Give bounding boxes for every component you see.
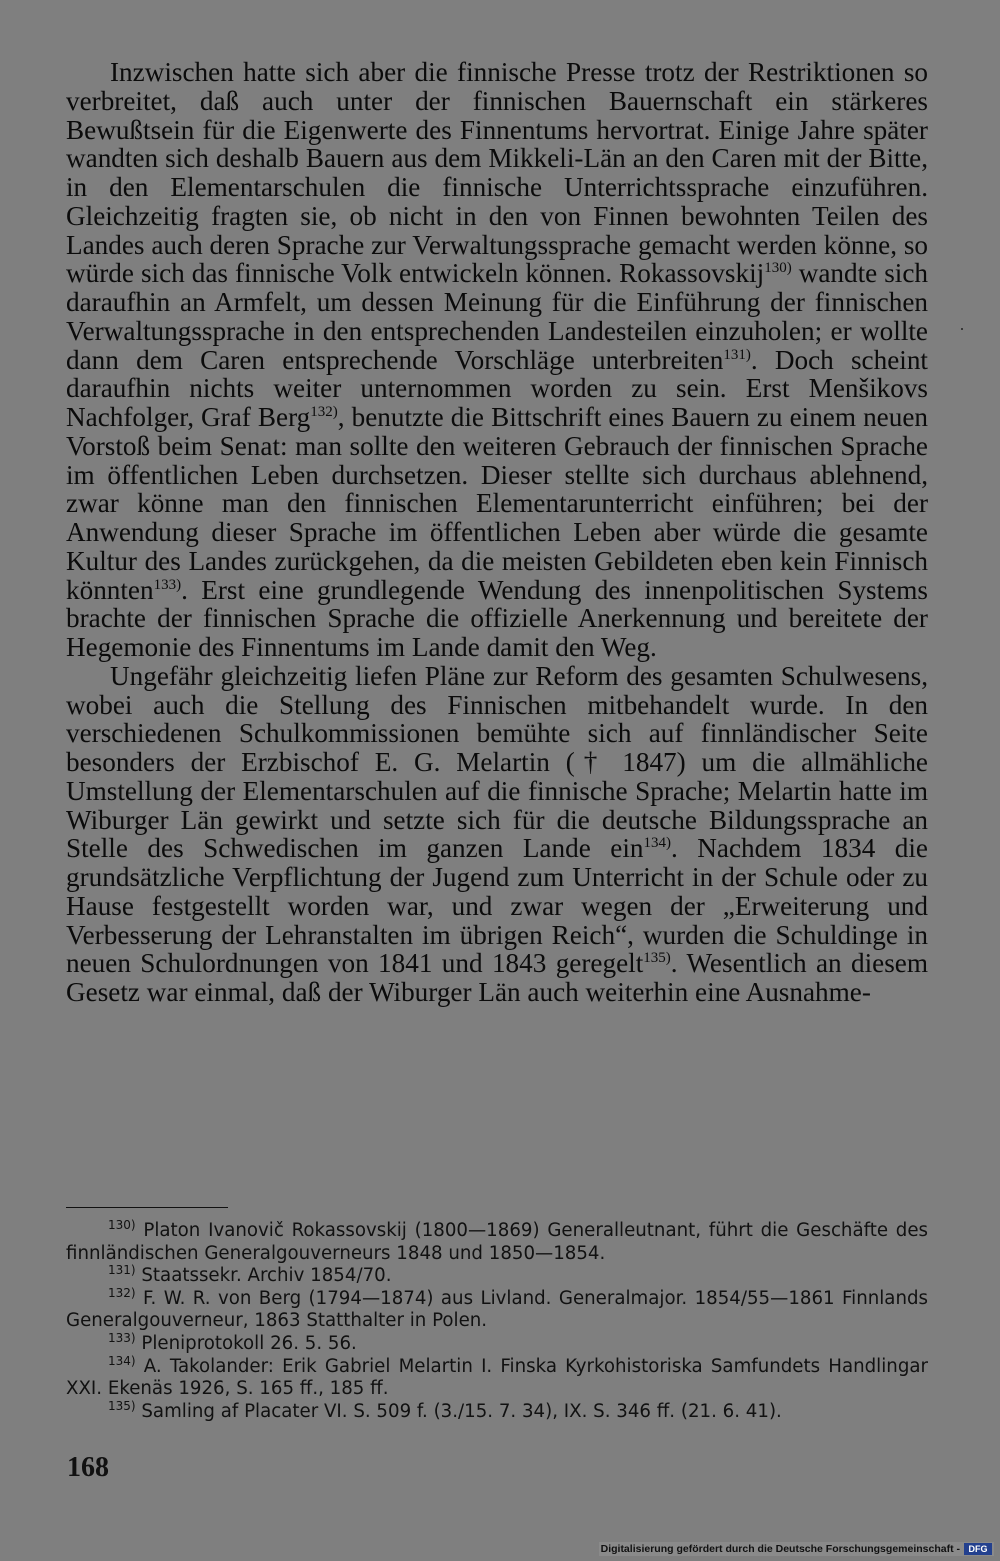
- footnote-mark: 133): [108, 1330, 136, 1345]
- margin-mark: [961, 328, 963, 330]
- footnote-ref-130[interactable]: 130): [764, 260, 792, 277]
- paragraph-2: [66, 662, 928, 1007]
- text-run: Inzwischen hatte sich aber die finnische Presse trotz der Restriktionen so verbreitet, daß auch unter der finnischen Bauernschaft ein stärkeres Bewußtsein für die Eigenwerte des Finnentums hervortrat. Einige Jahre später wandten sich deshalb Bauern aus dem Mikkeli-Län an den Caren mit der Bitte, in den Elementarschulen die finnische Unterrichtssprache einzuführen. Gleichzeitig fragten sie, ob nicht in den von Finnen bewohnten Teilen des Landes auch deren Sprache zur Verwaltungssprache gemacht werden könne, so würde sich das finnische Volk entwickeln können. Rokassovskij: [66, 57, 928, 289]
- footnote-132: [66, 1285, 928, 1333]
- footnote-text: Samling af Placater VI. S. 509 f. (3./15. 7. 34), IX. S. 346 ff. (21. 6. 41).: [135, 1400, 782, 1422]
- dfg-logo-icon: DFG: [964, 1543, 992, 1555]
- footnote-ref-131[interactable]: 131): [723, 346, 751, 363]
- footnote-mark: 134): [108, 1353, 136, 1368]
- page-content: [66, 58, 928, 1007]
- footnote-130: [66, 1220, 928, 1265]
- footnote-text: Staatssekr. Archiv 1854/70.: [135, 1265, 392, 1287]
- footnote-mark: 130): [108, 1218, 136, 1232]
- footnote-text: F. W. R. von Berg (1794—1874) aus Livland. Generalmajor. 1854/55—1861 Finnlands Generalgouverneur, 1863 Statthalter in Polen.: [66, 1287, 928, 1332]
- footnote-ref-134[interactable]: 134): [643, 835, 671, 852]
- footnote-ref-132[interactable]: 132): [310, 404, 338, 420]
- text-run: . Wesentlich an diesem Gesetz war einmal, daß der Wiburger Län auch weiterhin eine Ausnahme-: [66, 948, 928, 1007]
- text-run: . Nachdem 1834 die grundsätzliche Verpflichtung der Jugend zum Unterricht in der Schule oder zu Hause festgestellt worden war, und zwar wegen der „Erweiterung und Verbesserung der Lehranstalten im übrigen Reich“, wurden die Schuldinge in neuen Schulordnungen von 1841 und 1843 geregelt: [66, 833, 928, 979]
- footnote-text: A. Takolander: Erik Gabriel Melartin I. Finska Kyrkohistoriska Samfundets Handlingar XXI. Ekenäs 1926, S. 165 ff., 185 ff.: [66, 1355, 928, 1400]
- footnote-mark: 131): [108, 1263, 136, 1278]
- text-run: wandte sich daraufhin an Armfelt, um dessen Meinung für die Einführung der finnischen Verwaltungssprache in den entsprechenden Landesteilen einzuholen; er wollte dann dem Caren entsprechende Vorschläge unterbreiten: [66, 258, 929, 375]
- paragraph-1: [66, 58, 928, 662]
- footnote-separator: [66, 1207, 228, 1208]
- footnote-134: [66, 1353, 928, 1401]
- footnote-text: Pleniprotokoll 26. 5. 56.: [135, 1332, 357, 1354]
- footnote-mark: 132): [108, 1285, 136, 1300]
- footnote-ref-135[interactable]: 135): [643, 950, 671, 967]
- footnotes: [66, 1220, 928, 1423]
- text-run: . Doch scheint daraufhin nichts weiter unternommen worden zu sein. Erst Menšikovs Nachfolger, Graf Berg: [66, 344, 928, 432]
- credit-text: Digitalisierung gefördert durch die Deutsche Forschungsgemeinschaft -: [600, 1543, 960, 1555]
- digitization-credit: [599, 1542, 994, 1556]
- footnote-135: [66, 1398, 928, 1424]
- footnote-text: Platon Ivanovič Rokassovskij (1800—1869) Generalleutnant, führt die Geschäfte des finnländischen Generalgouverneurs 1848 und 1850—1854.: [66, 1220, 928, 1264]
- footnote-ref-133[interactable]: 133): [153, 576, 182, 593]
- main-text: [66, 58, 928, 1007]
- footnote-133: [66, 1330, 928, 1356]
- text-run: . Erst eine grundlegende Wendung des innenpolitischen Systems brachte der finnischen Sprache die offizielle Anerkennung und bereitete der Hegemonie des Finnentums im Lande damit den Weg.: [66, 574, 928, 662]
- text-run: , benutzte die Bittschrift eines Bauern zu einem neuen Vorstoß beim Senat: man sollte den weiteren Gebrauch der finnischen Sprache im öffentlichen Leben durchsetzen. Dieser stellte sich durchaus ablehnend, zwar könne man den finnischen Elementarunterricht einführen; bei der Anwendung dieser Sprache im öffentlichen Leben aber würde die gesamte Kultur des Landes zurückgehen, da die meisten Gebildeten eben kein Finnisch könnten: [66, 402, 928, 605]
- footnote-mark: 135): [108, 1398, 136, 1413]
- page-number: 168: [67, 1452, 109, 1483]
- footnote-131: [66, 1265, 928, 1288]
- text-run: Ungefähr gleichzeitig liefen Pläne zur Reform des gesamten Schulwesens, wobei auch die Stellung des Finnischen mitbehandelt wurde. In den verschiedenen Schulkommissionen bemühte sich auf finnländischer Seite besonders der Erzbischof E. G. Melartin († 1847) um die allmähliche Umstellung der Elementarschulen auf die finnische Sprache; Melartin hatte im Wiburger Län gewirkt und setzte sich für die deutsche Bildungssprache an Stelle des Schwedischen im ganzen Lande ein: [66, 660, 928, 864]
